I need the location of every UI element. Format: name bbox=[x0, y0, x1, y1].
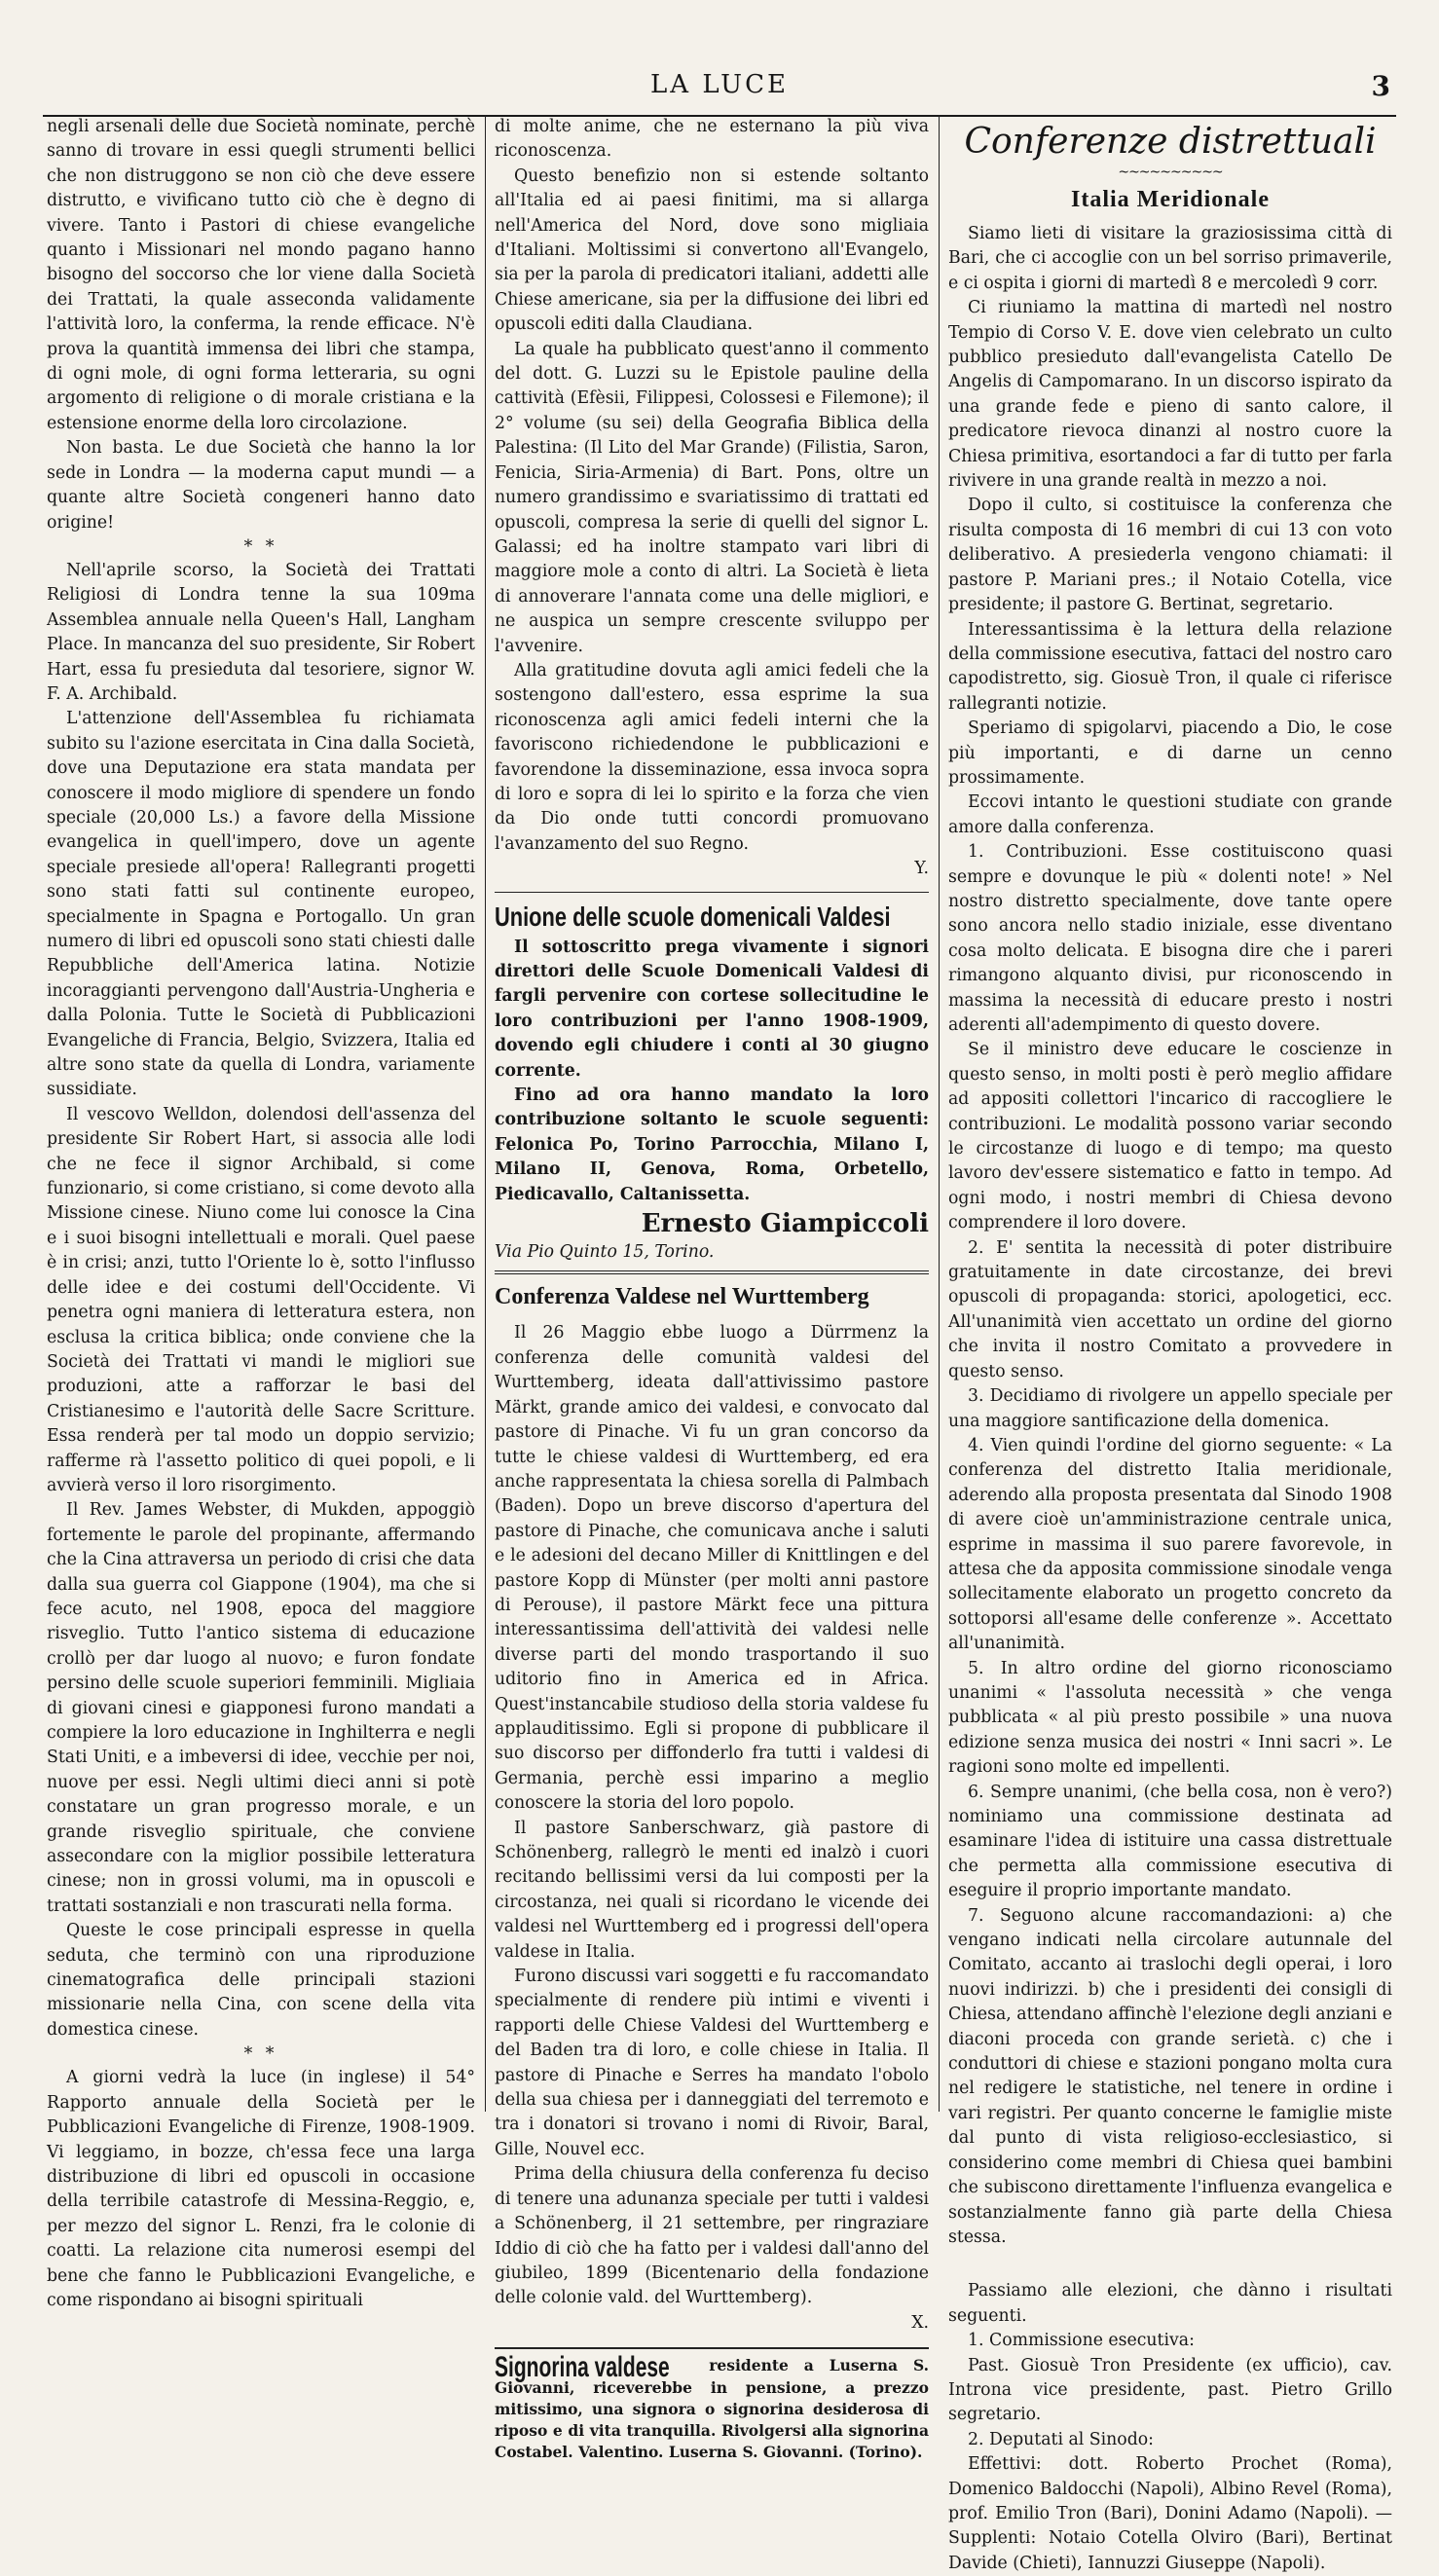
wurttemberg-headline: Conferenza Valdese nel Wurttemberg bbox=[495, 1284, 869, 1310]
masthead bbox=[43, 66, 1396, 117]
masthead-title: LA LUCE bbox=[650, 70, 789, 99]
paragraph: Queste le cose principali espresse in quella seduta, che terminò con una riproduzione cinematografica delle principali stazioni missionarie nella Cina, con scene della vita domestica cinese. bbox=[47, 1921, 475, 2040]
paragraph: Ci riuniamo la mattina di martedì nel nostro Tempio di Corso V. E. dove vien celebrato un culto pubblico presieduto dall'evangelista Catello De Angelis di Campomarano. In un discorso ispirato da una grande fede e pieno di santo calore, il predicatore rievoca dinanzi al nostro cuore la Chiesa primitiva, esortandoci a far di tutto per farla rivivere in una grande realtà in mezzo a noi. bbox=[948, 298, 1392, 492]
numbered-item: 2. Deputati al Sinodo: bbox=[968, 2429, 1154, 2449]
signature-name: Ernesto Giampiccoli bbox=[641, 1209, 929, 1239]
paragraph: L'attenzione dell'Assemblea fu richiamata subito su l'azione esercitata in Cina dalla Società, dove una Deputazione era stata mandata per conoscere il modo migliore di spendere un fondo speciale (20,000 Ls.) a favore della Missione evangelica in quell'impero, dove un agente speciale presiede all'opera! Rallegranti progetti sono stati fatti sul continente europeo, specialmente in Spagna e Portogallo. Un gran numero di libri ed opuscoli sono stati chiesti dalle Repubbliche dell'America latina. Notizie incoraggianti pervengono dall'Austria-Ungheria e dalla Polonia. Tutte le Società di Pubblicazioni Evangeliche di Francia, Belgio, Svizzera, Italia ed altre sono state da quella di Londra, variamente sussidiate. bbox=[47, 709, 475, 1100]
numbered-item: 2. E' sentita la necessità di poter distribuire gratuitamente in date circostanze, dei brevi opuscoli di propaganda: storici, apologetici, ecc. All'unanimità vien accettato un ordine del giorno che invita il nostro Comitato a provvedere in questo senso. bbox=[948, 1237, 1392, 1381]
paragraph: Interessantissima è la lettura della relazione della commissione esecutiva, fattaci del nostro caro capodistretto, sig. Giosuè Tron, il quale ci riferisce rallegranti notizie. bbox=[948, 619, 1392, 714]
column-rule bbox=[485, 115, 486, 2112]
paragraph: Questo benefizio non si estende soltanto all'Italia ed ai paesi finitimi, ma si allarga nell'America del Nord, dove sono migliaia d'Italiani. Moltissimi si convertono all'Evangelo, sia per la parola di predicatori italiani, addetti alle Chiese americane, sia per la diffusione dei libri ed opuscoli editi dalla Claudiana. bbox=[495, 166, 929, 335]
paragraph: Alla gratitudine dovuta agli amici fedeli che la sostengono dall'estero, essa esprime la sua riconoscenza agli amici fedeli interni che la favoriscono richiedendone le pubblicazioni e favorendone la disseminazione, essa invoca sopra di loro e sopra di lei lo spirito e la forza che vien da Dio onde tutti concordi promuovano l'avanzamento del suo Regno. bbox=[495, 660, 929, 854]
paragraph: A giorni vedrà la luce (in inglese) il 54° Rapporto annuale della Società per le Pubblicazioni Evangeliche di Firenze, 1908-1909. Vi leggiamo, in bozze, ch'essa fece una larga distribuzione di libri ed opuscoli in occasione della terribile catastrofe di Messina-Reggio, e, per mezzo del signor L. Renzi, fra le colonie di coatti. La relazione cita numerosi esempi del bene che fanno le Pubblicazioni Evangeliche, e come rispondano ai bisogni spirituali bbox=[47, 2068, 475, 2310]
paragraph: Siamo lieti di visitare la graziosissima città di Bari, che ci accoglie con un bel sorriso primaverile, e ci ospita i giorni di martedì 8 e mercoledì 9 corr. bbox=[948, 224, 1392, 293]
paragraph: di molte anime, che ne esternano la più viva riconoscenza. bbox=[495, 117, 929, 162]
paragraph: Il sottoscritto prega vivamente i signori direttori delle Scuole Domenicali Valdesi di fargli pervenire con cortese sollecitudine le loro contribuzioni per l'anno 1908-1909, dovendo egli chiudere i conti al 30 giugno corrente. bbox=[495, 937, 929, 1081]
paragraph: negli arsenali delle due Società nominate, perchè sanno di trovare in essi quegli strumenti bellici che non distruggono se non ciò che deve essere distrutto, e vivificano tutto ciò che è degno di vivere. Tanto i Pastori di chiese evangeliche quanto i Missionari nel mondo pagano hanno bisogno del soccorso che lor viene dalla Società dei Trattati, la quale asseconda validamente l'attività loro, la conferma, la rende efficace. N'è prova la quantità immensa dei libri che stampa, di ogni mole, di ogni forma letteraria, su ogni argomento di religione o di morale cristiana e la estensione enorme della loro circolazione. bbox=[47, 117, 475, 433]
column-rule bbox=[939, 115, 940, 2112]
section-stars: * * bbox=[243, 2044, 278, 2065]
paragraph: Past. Giosuè Tron Presidente (ex ufficio), cav. Introna vice presidente, past. Pietro Grillo segretario. bbox=[948, 2355, 1392, 2425]
column-2 bbox=[495, 115, 929, 2461]
numbered-item: 1. Contribuzioni. Esse costituiscono quasi sempre e dovunque le più « dolenti note! » Nel nostro distretto specialmente, dove tante opere sono ancora nello stadio iniziale, esse diventano cosa molto delicata. E bisogna dire che i pareri rimangono alquanto divisi, pur riconoscendo in massima la necessità di educare presto i nostri aderenti all'adempimento di questo dovere. bbox=[948, 842, 1392, 1035]
signature-address: Via Pio Quinto 15, Torino. bbox=[495, 1242, 715, 1263]
paragraph: Il pastore Sanberschwarz, già pastore di Schönenberg, rallegrò le menti ed inalzò i cuori recitando bellissimi versi da lui composti per la circostanza, nei quali si ricordano le vicende dei valdesi nel Wurttemberg ed i progressi dell'opera valdese in Italia. bbox=[495, 1818, 929, 1962]
numbered-item: 7. Seguono alcune raccomandazioni: a) che vengano indicati nella circolare autunnale del Comitato, accanto ai traslochi degli operai, i loro nuovi indirizzi. b) che i presidenti dei consigli di Chiesa, attendano affinchè l'elezione degli anziani e diaconi proceda con grande serietà. c) che i conduttori di chiese e stazioni pongano molta cura nel redigere le statistiche, nel tenere in ordine i vari registri. Per quanto concerne le famiglie miste dal punto di vista religioso-ecclesiastico, si considerino come membri di Chiesa quei bambini che subiscono direttamente l'influenza evangelica e sostanzialmente fanno già parte della Chiesa stessa. bbox=[948, 1905, 1392, 2247]
paragraph: Se il ministro deve educare le coscienze in questo senso, in molti posti è però meglio affidare ad appositi collettori l'incarico di raccogliere le contribuzioni. Le modalità possono variar secondo le circostanze di luogo e di tempo; ma questo lavoro dev'essere sistematico e fatto in tempo. Ad ogni modo, i nostri membri di Chiesa devono comprendere il loro dovere. bbox=[948, 1040, 1392, 1233]
numbered-item: 6. Sempre unanimi, (che bella cosa, non è vero?) nominiamo una commissione destinata ad esaminare l'idea di istituire una cassa distrettuale che permetta alla commissione esecutiva di eseguire il proprio importante mandato. bbox=[948, 1782, 1392, 1901]
paragraph: Fino ad ora hanno mandato la loro contribuzione soltanto le scuole seguenti: Felonica Po, Torino Parrocchia, Milano I, Milano II, Genova, Roma, Orbetello, Piedicavallo, Caltanissetta. bbox=[495, 1086, 929, 1204]
numbered-item: 1. Commissione esecutiva: bbox=[968, 2331, 1195, 2351]
paragraph: Furono discussi vari soggetti e fu raccomandato specialmente di rendere più intimi e viventi i rapporti delle Chiese Valdesi del Wurttemberg e del Baden tra di loro, e colle chiese in Italia. Il pastore di Pinache e Serres ha mandato l'obolo della sua chiesa per i danneggiati del terremoto e tra i donatori si trovano i nomi di Rivoir, Baral, Gille, Nouvel ecc. bbox=[495, 1967, 929, 2159]
paragraph: Eccovi intanto le questioni studiate con grande amore dalla conferenza. bbox=[948, 792, 1392, 837]
ad-text: residente a Luserna S. Giovanni, riceverebbe in pensione, a prezzo mitissimo, una signora o signorina desiderosa di riposo e di vita tranquilla. Rivolgersi alla signorina Costabel. Valentino. Luserna S. Giovanni. (Torino). bbox=[495, 2356, 929, 2461]
section-stars: * * bbox=[243, 536, 278, 557]
conferenze-headline: Conferenze distrettuali bbox=[964, 122, 1377, 162]
paragraph: La quale ha pubblicato quest'anno il commento del dott. G. Luzzi su le Epistole pauline della cattività (Efèsii, Filippesi, Colossesi e Filemone); il 2° volume (su sei) della Geografia Biblica della Palestina: (Il Lito del Mar Grande) (Filistia, Saron, Fenicia, Siria-Armenia) di Bart. Pons, oltre un numero grandissimo e svariatissimo di trattati ed opuscoli, compresa la serie di quelli del signor L. Galassi; ed ha inoltre stampato vari libri di maggiore mole a conto di altri. La Società è lieta di annoverare l'annata come una delle migliori, e ne auspica un sempre crescente sviluppo per l'avvenire. bbox=[495, 339, 929, 656]
paragraph: Il vescovo Welldon, dolendosi dell'assenza del presidente Sir Robert Hart, si associa alle lodi che ne fece il signor Archibald, si come funzionario, si come cristiano, si come devoto alla Missione cinese. Niuno come lui conosce la Cina e i suoi bisogni intellettuali e morali. Quel paese è in crisi; anzi, tutto l'Oriente lo è, sotto l'influsso delle idee e dei costumi dell'Occidente. Vi penetra ogni maniera di letteratura estera, non esclusa la critica biblica; onde conviene che la Società dei Trattati vi mandi le migliori sue produzioni, atte a rafforzar le basi del Cristianesimo e l'autorità delle Sacre Scritture. Essa renderà per tal modo un doppio servizio; rafferme rà l'assetto politico di quei popoli, e li avvierà verso il loro risorgimento. bbox=[47, 1104, 475, 1495]
divider bbox=[495, 892, 929, 893]
paragraph: Non basta. Le due Società che hanno la lor sede in Londra — la moderna caput mundi — a quante altre Società congeneri hanno dato origine! bbox=[47, 438, 475, 533]
numbered-item: 3. Decidiamo di rivolgere un appello speciale per una maggiore santificazione della domenica. bbox=[948, 1386, 1392, 1431]
signature: X. bbox=[911, 2312, 929, 2333]
paragraph: Speriamo di spigolarvi, piacendo a Dio, le cose più importanti, e di darne un cenno prossimamente. bbox=[948, 718, 1392, 788]
ad-title: Signorina valdese bbox=[495, 2350, 670, 2383]
ornament: ~~~~~~~~~~ bbox=[1118, 165, 1223, 180]
paragraph: Effettivi: dott. Roberto Prochet (Roma), Domenico Baldocchi (Napoli), Albino Revel (Roma), prof. Emilio Tron (Bari), Donini Adamo (Napoli). — Supplenti: Notaio Cotella Olviro (Bari), Bertinat Davide (Chieti), Iannuzzi Giuseppe (Napoli). bbox=[948, 2454, 1392, 2573]
paragraph: Nell'aprile scorso, la Società dei Trattati Religiosi di Londra tenne la sua 109ma Assemblea annuale nella Queen's Hall, Langham Place. In mancanza del suo presidente, Sir Robert Hart, essa fu presieduta dal tesoriere, signor W. F. A. Archibald. bbox=[47, 560, 475, 704]
classified-ad bbox=[495, 2347, 929, 2463]
region-subheadline: Italia Meridionale bbox=[1071, 187, 1270, 212]
numbered-item: 4. Vien quindi l'ordine del giorno seguente: « La conferenza del distretto Italia meridionale, aderendo alla proposta presentata dal Sinodo 1908 di avere cioè un'amministrazione centrale unica, esprime in massima il suo parere favorevole, in attesa che da apposita commissione sinodale venga sollecitamente elaborato un progetto concreto da sottoporsi all'esame delle conferenze ». Accettato all'unanimità. bbox=[948, 1435, 1392, 1654]
numbered-item: 5. In altro ordine del giorno riconosciamo unanimi « l'assoluta necessità » che venga pubblicata « al più presto possibile » una nuova edizione senza musica dei nostri « Inni sacri ». Le ragioni sono molte ed impellenti. bbox=[948, 1658, 1392, 1778]
paragraph: Prima della chiusura della conferenza fu deciso di tenere una adunanza speciale per tutti i valdesi a Schönenberg, il 21 settembre, per ringraziare Iddio di ciò che ha fatto per i valdesi dall'anno del giubileo, 1899 (Bicentenario della fondazione delle colonie vald. del Wurttemberg). bbox=[495, 2164, 929, 2308]
page-number: 3 bbox=[1371, 70, 1390, 102]
unione-headline: Unione delle scuole domenicali Valdesi bbox=[495, 901, 891, 932]
paragraph: Passiamo alle elezioni, che dànno i risultati seguenti. bbox=[948, 2281, 1392, 2326]
signature: Y. bbox=[914, 859, 929, 879]
paragraph: Dopo il culto, si costituisce la conferenza che risulta composta di 16 membri di cui 13 con voto deliberativo. A presiederla vengono chiamati: il pastore P. Mariani pres.; il Notaio Cotella, vice presidente; il pastore G. Bertinat, segretario. bbox=[948, 496, 1392, 615]
paragraph: Il Rev. James Webster, di Mukden, appoggiò fortemente le parole del propinante, affermando che la Cina attraversa un periodo di crisi che data dalla sua guerra col Giappone (1904), ma che si fece acuto, nel 1908, epoca del maggiore risveglio. Tutto l'antico sistema di educazione crollò per dar luogo al nuovo; e furon fondate persino delle scuole superiori femminili. Migliaia di giovani cinesi e giapponesi furono mandati a compiere la loro educazione in Inghilterra e negli Stati Uniti, e a imbeversi di idee, vecchie per noi, nuove per essi. Negli ultimi dieci anni si potè constatare un gran progresso morale, e un grande risveglio spirituale, che conviene assecondare con la miglior possibile letteratura cinese; non in grossi volumi, ma in opuscoli e trattati sostanziali e non trascurati nella forma. bbox=[47, 1500, 475, 1916]
paragraph: Il 26 Maggio ebbe luogo a Dürrmenz la conferenza delle comunità valdesi del Wurttemberg, ideata dall'attivissimo pastore Märkt, grande amico dei valdesi, e convocato dal pastore di Pinache. Vi fu un gran concorso da tutte le chiese valdesi di Wurttemberg, ed era anche rappresentata la chiesa sorella di Palmbach (Baden). Dopo un breve discorso d'apertura del pastore di Pinache, che comunicava anche i saluti e le adesioni del decano Miller di Knittlingen e del pastore Kopp di Münster (per molti anni pastore di Perouse), il pastore Märkt fece una pittura interessantissima dell'attività dei valdesi nelle diverse parti del mondo trasportando il suo uditorio fino in America ed in Africa. Quest'instancabile studioso della storia valdese fu applauditissimo. Egli si propone di pubblicare il suo discorso per diffonderlo fra tutti i valdesi di Germania, perchè essi imparino a meglio conoscere la storia del loro popolo. bbox=[495, 1323, 929, 1814]
divider bbox=[495, 1270, 929, 1274]
column-3 bbox=[948, 115, 1392, 2573]
column-1 bbox=[47, 115, 475, 2310]
